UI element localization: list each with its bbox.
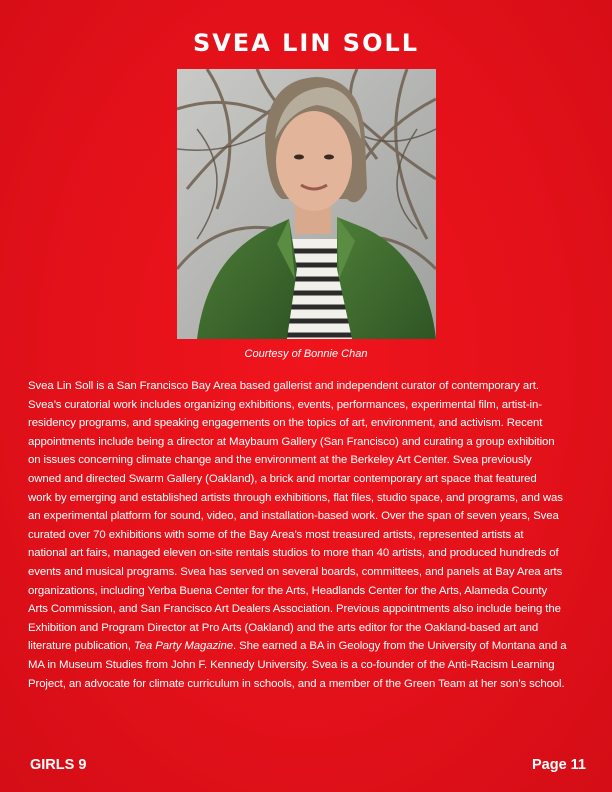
bio-text-before: literature publication, bbox=[28, 640, 134, 653]
bio-line: MA in Museum Studies from John F. Kennedy University. Svea is a co-founder of the Anti-Racism Learning bbox=[28, 658, 555, 671]
publication-title: Tea Party Magazine bbox=[133, 640, 233, 653]
bio-line: appointments include being a director at Maybaum Gallery (San Francisco) and curating a group exhibition bbox=[28, 435, 555, 448]
bio-line: Arts Commission, and San Francisco Art Dealers Association. Previous appointments also include being the bbox=[28, 603, 561, 616]
portrait-photo bbox=[177, 69, 436, 339]
bio-line: Exhibition and Program Director at Pro Arts (Oakland) and the arts editor for the Oakland-based art and bbox=[28, 621, 539, 634]
bio-line: curated over 70 exhibitions with some of the Bay Area’s most treasured artists, represented artists at bbox=[28, 528, 524, 541]
bio-line: residency programs, and speaking engagements on the topics of art, environment, and activism. Recent bbox=[28, 417, 543, 430]
bio-text bbox=[28, 377, 586, 693]
bio-line-with-italic bbox=[28, 637, 586, 656]
bio-line: Svea Lin Soll is a San Francisco Bay Area based gallerist and independent curator of contemporary art. bbox=[28, 380, 539, 392]
footer-page-number: Page 11 bbox=[531, 757, 586, 773]
bio-line: work by emerging and established artists through exhibitions, flat files, studio space, and programs, and was bbox=[28, 491, 563, 504]
bio-text-after: . She earned a BA in Geology from the University of Montana and a bbox=[232, 640, 567, 653]
footer-publication: GIRLS 9 bbox=[30, 757, 87, 773]
page-title: SVEA LIN SOLL bbox=[192, 29, 420, 57]
bio-line: Svea’s curatorial work includes organizing exhibitions, events, performances, experimental film, artist-in- bbox=[28, 398, 542, 411]
bio-line: organizations, including Yerba Buena Center for the Arts, Headlands Center for the Arts, Alameda County bbox=[28, 584, 548, 597]
bio-line: events and musical programs. Svea has served on several boards, committees, and panels at Bay Area arts bbox=[28, 565, 563, 578]
photo-caption: Courtesy of Bonnie Chan bbox=[244, 348, 368, 360]
bio-line: an experimental platform for sound, video, and installation-based work. Over the span of seven years, Svea bbox=[28, 510, 559, 523]
bio-line: on issues concerning climate change and the environment at the Berkeley Art Center. Svea previously bbox=[28, 454, 532, 467]
bio-line: national art fairs, managed eleven on-site rentals studios to more than 40 artists, and produced hundreds of bbox=[28, 547, 559, 560]
bio-line: Project, an advocate for climate curriculum in schools, and a member of the Green Team at her son’s school. bbox=[28, 677, 565, 690]
bio-line: owned and directed Swarm Gallery (Oakland), a brick and mortar contemporary art space that featured bbox=[28, 472, 537, 485]
